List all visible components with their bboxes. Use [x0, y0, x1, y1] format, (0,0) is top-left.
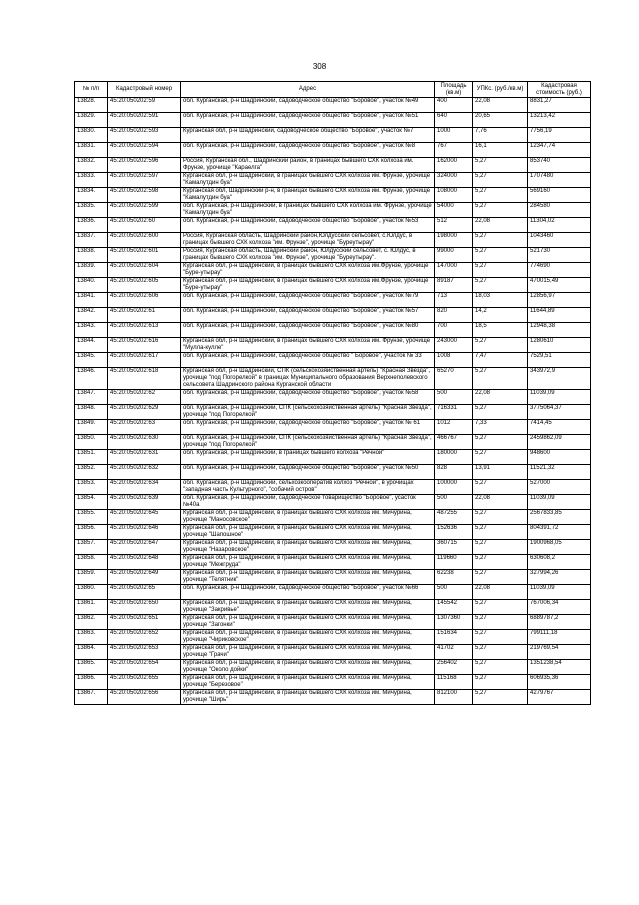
cell-cadastral: 45:20:050202:605 [108, 278, 181, 293]
cell-num: 13866. [75, 675, 108, 690]
cell-upks: 5,27 [473, 278, 528, 293]
table-row [75, 338, 591, 353]
table-row [75, 690, 591, 705]
cell-cadastral: 45:20:050202:649 [108, 570, 181, 585]
table-row [75, 293, 591, 308]
cell-address: обл. Курганская, р-н Шадринский, садоводческое общество "Боровое", участок № 61 [181, 420, 435, 435]
cell-cost: 799111,18 [528, 630, 591, 645]
cell-upks: 5,27 [473, 368, 528, 390]
header-num: № п/п [75, 82, 108, 98]
cell-upks: 5,27 [473, 263, 528, 278]
cell-cadastral: 45:20:050202:656 [108, 690, 181, 705]
cell-area: 812100 [435, 690, 473, 705]
cell-address: Курганская обл, р-н Шадринский, садоводческое общество "Боровое", участок №7 [181, 128, 435, 143]
table-header-row [75, 82, 591, 98]
cell-area: 466767 [435, 435, 473, 450]
cell-area: 700 [435, 323, 473, 338]
table-row [75, 420, 591, 435]
cell-cadastral: 45:20:050202:598 [108, 188, 181, 203]
table-row [75, 113, 591, 128]
cell-area: 400 [435, 98, 473, 113]
cell-num: 13845. [75, 353, 108, 368]
cell-cost: 470015,49 [528, 278, 591, 293]
cell-num: 13841. [75, 293, 108, 308]
cell-num: 13835. [75, 203, 108, 218]
cell-cadastral: 45:20:050202:599 [108, 203, 181, 218]
cell-cost: 12948,38 [528, 323, 591, 338]
cell-cadastral: 45:20:050202:632 [108, 465, 181, 480]
cell-cadastral: 45:20:050202:647 [108, 540, 181, 555]
cell-upks: 18,5 [473, 323, 528, 338]
cell-address: Курганская обл, р-н Шадринский, в границах бывшего СХК колхоза им. Мичурина, урочище "Телятник" [181, 570, 435, 585]
cell-cost: 767006,34 [528, 600, 591, 615]
cell-cost: 11304,02 [528, 218, 591, 233]
cell-upks: 14,2 [473, 308, 528, 323]
cell-num: 13864. [75, 645, 108, 660]
cell-area: 119660 [435, 555, 473, 570]
cell-address: обл. Курганская, р-н Шадринский, СПК (сельскохозяйственная артель) "Красная Звезда", урочище "под Погорелкой" [181, 405, 435, 420]
table-row [75, 645, 591, 660]
cell-cadastral: 45:20:050202:60 [108, 218, 181, 233]
cell-upks: 5,27 [473, 540, 528, 555]
cell-cost: 12347,74 [528, 143, 591, 158]
cell-address: обл. Курганская, р-н Шадринский, садоводческое общество "Боровое", участок №51 [181, 113, 435, 128]
cell-num: 13833. [75, 173, 108, 188]
cell-num: 13846. [75, 368, 108, 390]
cell-address: обл. Курганская, р-н Шадринский, садоводческое товарищество "Боровое", усасток №40а [181, 495, 435, 510]
cell-cost: 11039,09 [528, 585, 591, 600]
cell-address: обл. Курганская, р-н Шадринский, садоводческое общество "Боровое", участок №57 [181, 308, 435, 323]
cell-area: 147000 [435, 263, 473, 278]
cell-num: 13853. [75, 480, 108, 495]
cell-address: Курганская обл, Шадринский р-н, в границах бывшего СХК колхоза им. Фрунзе, урочище "Камалутдин буа" [181, 188, 435, 203]
cell-cost: 569160 [528, 188, 591, 203]
cell-num: 13843. [75, 323, 108, 338]
cell-num: 13860. [75, 585, 108, 600]
table-row [75, 660, 591, 675]
table-row [75, 570, 591, 585]
table-row [75, 308, 591, 323]
cell-upks: 13,91 [473, 465, 528, 480]
cell-upks: 7,33 [473, 420, 528, 435]
cell-cost: 1043460 [528, 233, 591, 248]
cell-cost: 11644,89 [528, 308, 591, 323]
cell-cadastral: 45:20:050202:655 [108, 675, 181, 690]
cadastral-table [74, 81, 591, 705]
cell-cadastral: 45:20:050202:63 [108, 420, 181, 435]
cell-cost: 343972,9 [528, 368, 591, 390]
cell-cadastral: 45:20:050202:596 [108, 158, 181, 173]
cell-cost: 774690 [528, 263, 591, 278]
cell-cost: 521730 [528, 248, 591, 263]
cell-num: 13828. [75, 98, 108, 113]
cell-area: 162000 [435, 158, 473, 173]
table-row [75, 278, 591, 293]
cell-address: обл. Курганская, р-н Шадринский, садоводческое общество "Боровое", участок №8 [181, 143, 435, 158]
cell-address: Курганская обл, р-н Шадринский, в границах бывшего СХК колхоза им. Мичурина, урочище "Шапошное" [181, 525, 435, 540]
cell-area: 99000 [435, 248, 473, 263]
table-row [75, 203, 591, 218]
table-row [75, 615, 591, 630]
cell-area: 500 [435, 495, 473, 510]
cell-cost: 327994,26 [528, 570, 591, 585]
cell-area: 152636 [435, 525, 473, 540]
cell-cadastral: 45:20:050202:650 [108, 600, 181, 615]
cell-cost: 1351238,54 [528, 660, 591, 675]
cell-address: Курганская обл, р-н Шадринский, в границах бывшего СХК колхоза им. Мичурина, урочище "Закривье" [181, 600, 435, 615]
cell-area: 1008 [435, 353, 473, 368]
table-row [75, 585, 591, 600]
cell-address: обл. Курганская, р-н Шадринский, садоводческое общество "Боровое", участок №79 [181, 293, 435, 308]
cell-cadastral: 45:20:050202:616 [108, 338, 181, 353]
cell-address: обл. Курганская, р-н Шадринский, садоводческое общество "Боровое", участок №50 [181, 465, 435, 480]
cell-address: обл. Курганская, р-н Шадринский, в границах бывшего колхоза "Речной" [181, 450, 435, 465]
cell-area: 1000 [435, 128, 473, 143]
table-row [75, 555, 591, 570]
cell-cadastral: 45:20:050202:61 [108, 308, 181, 323]
table-row [75, 600, 591, 615]
cell-num: 13830. [75, 128, 108, 143]
cell-num: 13834. [75, 188, 108, 203]
cell-cost: 7529,51 [528, 353, 591, 368]
cell-upks: 5,27 [473, 405, 528, 420]
cell-upks: 5,27 [473, 233, 528, 248]
cell-area: 716331 [435, 405, 473, 420]
cell-num: 13847. [75, 390, 108, 405]
cell-area: 1012 [435, 420, 473, 435]
cell-upks: 5,27 [473, 158, 528, 173]
table-row [75, 465, 591, 480]
cell-address: Курганская обл, р-н Шадринский, в границах бывшего СХК колхоза им. Мичурина, урочище "Загонки" [181, 615, 435, 630]
cell-upks: 5,27 [473, 173, 528, 188]
cell-area: 256402 [435, 660, 473, 675]
table-row [75, 368, 591, 390]
cell-area: 243000 [435, 338, 473, 353]
table-row [75, 323, 591, 338]
cell-address: Курганская обл, р-н Шадринский, в границах бывшего СХК колхоза им. Фрунзе, урочище "Мулла-кулле" [181, 338, 435, 353]
cell-upks: 5,27 [473, 690, 528, 705]
header-cadastral: Кадастровый номер [108, 82, 181, 98]
header-address: Адрес [181, 82, 435, 98]
table-row [75, 128, 591, 143]
cell-num: 13840. [75, 278, 108, 293]
cell-cadastral: 45:20:050202:604 [108, 263, 181, 278]
cell-cost: 11039,09 [528, 495, 591, 510]
cell-upks: 5,27 [473, 555, 528, 570]
cell-upks: 5,27 [473, 435, 528, 450]
cell-cadastral: 45:20:050202:617 [108, 353, 181, 368]
cell-cadastral: 45:20:050202:601 [108, 248, 181, 263]
cell-num: 13848. [75, 405, 108, 420]
table-row [75, 390, 591, 405]
cell-address: Курганская обл, р-н Шадринский, СПК (сельскохозяйственная артель) "Красная Звезда", урочище "под Погорелкой" в границах Муниципального образования Верхнеполевского сельсовета Шадринского района Курганской области [181, 368, 435, 390]
cell-cost: 606935,36 [528, 675, 591, 690]
cell-cadastral: 45:20:050202:62 [108, 390, 181, 405]
cell-area: 512 [435, 218, 473, 233]
cell-area: 324000 [435, 173, 473, 188]
cell-num: 13865. [75, 660, 108, 675]
cell-address: обл. Курганская, р-н Шадринский, садоводческое общество "Боровое", участок №58 [181, 390, 435, 405]
table-row [75, 450, 591, 465]
table-row [75, 540, 591, 555]
table-row [75, 158, 591, 173]
cell-num: 13857. [75, 540, 108, 555]
table-row [75, 263, 591, 278]
cell-area: 108000 [435, 188, 473, 203]
cell-num: 13863. [75, 630, 108, 645]
cell-upks: 5,27 [473, 675, 528, 690]
cell-num: 13855. [75, 510, 108, 525]
cell-num: 13851. [75, 450, 108, 465]
cell-cadastral: 45:20:050202:652 [108, 630, 181, 645]
cell-area: 54000 [435, 203, 473, 218]
cell-num: 13831. [75, 143, 108, 158]
cell-cadastral: 45:20:050202:597 [108, 173, 181, 188]
cell-address: Курганская обл, р-н Шадринский, в границах бывшего СХК колхоза им. Мичурина, урочище "Ширь" [181, 690, 435, 705]
cell-cost: 2567833,85 [528, 510, 591, 525]
table-row [75, 405, 591, 420]
cell-upks: 20,65 [473, 113, 528, 128]
cell-area: 198000 [435, 233, 473, 248]
cell-cadastral: 45:20:050202:639 [108, 495, 181, 510]
cell-cost: 11521,32 [528, 465, 591, 480]
cell-cost: 804391,72 [528, 525, 591, 540]
cell-cost: 7756,19 [528, 128, 591, 143]
cell-cadastral: 45:20:050202:618 [108, 368, 181, 390]
cell-area: 713 [435, 293, 473, 308]
cell-cost: 4279767 [528, 690, 591, 705]
table-row [75, 188, 591, 203]
cell-upks: 7,76 [473, 128, 528, 143]
table-row [75, 480, 591, 495]
table-row [75, 525, 591, 540]
cell-address: Курганская обл, р-н Шадринский, в границах бывшего СХК колхоза им. Мичурина, урочище "Чириковское" [181, 630, 435, 645]
table-row [75, 218, 591, 233]
cell-cost: 7414,45 [528, 420, 591, 435]
cell-cost: 2459862,09 [528, 435, 591, 450]
cell-cadastral: 45:20:050202:645 [108, 510, 181, 525]
cell-cost: 630608,2 [528, 555, 591, 570]
cell-address: Курганская обл, р-н Шадринский, в границах бывшего СХК колхоза им. Мичурина, урочище "Грачи" [181, 645, 435, 660]
cell-cost: 3775064,37 [528, 405, 591, 420]
cell-cadastral: 45:20:050202:606 [108, 293, 181, 308]
cell-cost: 12856,97 [528, 293, 591, 308]
table-row [75, 173, 591, 188]
cell-address: обл. Курганская, р-н Шадринский, садоводческое общество "Боровое", участок №66 [181, 585, 435, 600]
cell-upks: 22,08 [473, 218, 528, 233]
cell-upks: 5,27 [473, 203, 528, 218]
cell-cadastral: 45:20:050202:594 [108, 143, 181, 158]
cell-address: обл. Курганская, р-н Шадринский, садоводческое общество "Боровое", участок №49 [181, 98, 435, 113]
cell-upks: 5,27 [473, 480, 528, 495]
cell-cadastral: 45:20:050202:631 [108, 450, 181, 465]
cell-num: 13839. [75, 263, 108, 278]
cell-area: 151634 [435, 630, 473, 645]
cell-num: 13852. [75, 465, 108, 480]
cell-address: Россия, Курганская обл., Шадринский район, в границах бывшего СХК колхоза им. Фрунзе, урочище "Караелга" [181, 158, 435, 173]
cell-area: 89187 [435, 278, 473, 293]
cell-num: 13862. [75, 615, 108, 630]
table-row [75, 248, 591, 263]
cell-area: 500 [435, 585, 473, 600]
cell-cost: 1707480 [528, 173, 591, 188]
cell-address: Курганская обл, р-н Шадринский, в границах бывшего СХК колхоза им. Мичурина, урочище "Назаровское" [181, 540, 435, 555]
cell-address: Россия, Курганская область, Шадринский район,Юлдусский сельсовет, с.Юлдус, в границах бывшего СХК колхоза "им. Фрунзе", урочище "Буреутырау" [181, 233, 435, 248]
cell-upks: 18,03 [473, 293, 528, 308]
cell-num: 13838. [75, 248, 108, 263]
cell-address: Курганская обл, р-н Шадринский, в границах бывшего СХК колхоза им. Мичурина, урочище "Маносовское" [181, 510, 435, 525]
cell-area: 500 [435, 390, 473, 405]
cell-num: 13856. [75, 525, 108, 540]
cell-cost: 1900968,05 [528, 540, 591, 555]
cell-upks: 22,08 [473, 390, 528, 405]
table-row [75, 495, 591, 510]
cell-address: обл. Курганская, р-н Шадринский, СПК (сельскохозяйственная артель) "Красная Звезда", урочище "под Погорелкой" [181, 435, 435, 450]
cell-upks: 22,08 [473, 98, 528, 113]
cell-area: 820 [435, 308, 473, 323]
header-area: Площадь (кв.м) [435, 82, 473, 98]
cell-cost: 8831,27 [528, 98, 591, 113]
cell-address: обл. Курганская, р-н Шадринский, в границах бывшего СХК колхоза им. Фрунзе, урочище "Камалутдин буа" [181, 203, 435, 218]
cell-area: 767 [435, 143, 473, 158]
cell-cadastral: 45:20:050202:653 [108, 645, 181, 660]
table-body [75, 98, 591, 705]
cell-address: обл. Курганская, р-н Шадринский, садоводческое общество "Боровое", участок №80 [181, 323, 435, 338]
cell-cadastral: 45:20:050202:613 [108, 323, 181, 338]
cell-upks: 5,27 [473, 510, 528, 525]
cell-area: 65270 [435, 368, 473, 390]
cell-area: 828 [435, 465, 473, 480]
cell-cadastral: 45:20:050202:629 [108, 405, 181, 420]
cell-address: обл. Курганская, р-н Шадринский, садоводческое общество " Боровое", участок № 33 [181, 353, 435, 368]
cell-cadastral: 45:20:050202:591 [108, 113, 181, 128]
cell-num: 13859. [75, 570, 108, 585]
cell-cost: 948600 [528, 450, 591, 465]
header-upks: УПКс. (руб./кв.м) [473, 82, 528, 98]
cell-cost: 527000 [528, 480, 591, 495]
cell-address: Россия, Курганская область, Шадринский район, Юлдусский сельсовет, с. Юлдус, в границах бывшего СХК колхоза "им. Фрунзе", урочище "Буреутырау". [181, 248, 435, 263]
cell-num: 13867. [75, 690, 108, 705]
cell-address: обл. Курганская, р-н Шадринский, сельхозкооператив колхоз "Речной", в урочищах "западная часть Культурного", "собачий остров" [181, 480, 435, 495]
cell-upks: 5,27 [473, 645, 528, 660]
cell-area: 360715 [435, 540, 473, 555]
cell-upks: 5,27 [473, 450, 528, 465]
cell-address: Курганская обл, р-н Шадринский, в границах бывшего СХК колхоза им. Мичурина, урочище "Березовое" [181, 675, 435, 690]
cell-area: 145542 [435, 600, 473, 615]
cell-area: 180000 [435, 450, 473, 465]
cell-upks: 22,08 [473, 585, 528, 600]
cell-area: 640 [435, 113, 473, 128]
cell-num: 13844. [75, 338, 108, 353]
cell-upks: 5,27 [473, 248, 528, 263]
cell-cadastral: 45:20:050202:630 [108, 435, 181, 450]
cell-area: 62238 [435, 570, 473, 585]
cell-cost: 853740 [528, 158, 591, 173]
cell-address: Курганская обл, р-н Шадринский, в границах бывшего СХК колхоза им.Фрунзе, урочище "Буре-утырау" [181, 263, 435, 278]
cell-num: 13837. [75, 233, 108, 248]
cell-cadastral: 45:20:050202:648 [108, 555, 181, 570]
header-cost: Кадастровая стоимость (руб.) [528, 82, 591, 98]
cell-cost: 284580 [528, 203, 591, 218]
cell-num: 13854. [75, 495, 108, 510]
table-row [75, 510, 591, 525]
cell-upks: 5,27 [473, 615, 528, 630]
cell-upks: 22,08 [473, 495, 528, 510]
cell-address: Курганская обл, р-н Шадринский, в границах бывшего СХК колхоза им. Мичурина, урочище "Около дойки" [181, 660, 435, 675]
cell-num: 13836. [75, 218, 108, 233]
cell-num: 13849. [75, 420, 108, 435]
table-row [75, 143, 591, 158]
cell-area: 487255 [435, 510, 473, 525]
cell-address: обл. Курганская, р-н Шадринский, садоводческое общество "Боровое", участок №53 [181, 218, 435, 233]
cell-upks: 16,1 [473, 143, 528, 158]
cell-area: 100000 [435, 480, 473, 495]
cell-area: 115168 [435, 675, 473, 690]
cell-area: 41702 [435, 645, 473, 660]
cell-num: 13861. [75, 600, 108, 615]
cell-upks: 5,27 [473, 660, 528, 675]
cell-upks: 5,27 [473, 338, 528, 353]
cell-cadastral: 45:20:050202:600 [108, 233, 181, 248]
cell-upks: 5,27 [473, 188, 528, 203]
cell-num: 13829. [75, 113, 108, 128]
cell-cost: 219769,54 [528, 645, 591, 660]
cell-num: 13832. [75, 158, 108, 173]
cell-upks: 5,27 [473, 570, 528, 585]
cell-address: Курганская обл, р-н Шадринский, в границах бывшего СХК колхоза им. Фрунзе, урочище "Камалутдин буа" [181, 173, 435, 188]
cell-cadastral: 45:20:050202:646 [108, 525, 181, 540]
cell-cost: 6889787,2 [528, 615, 591, 630]
cell-upks: 5,27 [473, 525, 528, 540]
cell-cadastral: 45:20:050202:654 [108, 660, 181, 675]
cell-cost: 11039,09 [528, 390, 591, 405]
cell-cadastral: 45:20:050202:59 [108, 98, 181, 113]
cell-num: 13842. [75, 308, 108, 323]
cell-address: Курганская обл, р-н Шадринский, в границах бывшего СХК колхоза им.Фрунзе, урочище "Буре-утырау" [181, 278, 435, 293]
table-row [75, 98, 591, 113]
cell-area: 1307360 [435, 615, 473, 630]
cell-num: 13858. [75, 555, 108, 570]
cell-cost: 13213,42 [528, 113, 591, 128]
cell-cadastral: 45:20:050202:651 [108, 615, 181, 630]
cell-cadastral: 45:20:050202:65 [108, 585, 181, 600]
cell-upks: 5,27 [473, 630, 528, 645]
cell-num: 13850. [75, 435, 108, 450]
cell-cadastral: 45:20:050202:593 [108, 128, 181, 143]
table-row [75, 630, 591, 645]
table-row [75, 233, 591, 248]
table-row [75, 675, 591, 690]
cell-upks: 7,47 [473, 353, 528, 368]
cell-address: Курганская обл, р-н Шадринский, в границах бывшего СХК колхоза им. Мичурина, урочище "Межгруда" [181, 555, 435, 570]
cell-cadastral: 45:20:050202:634 [108, 480, 181, 495]
table-row [75, 435, 591, 450]
cell-cost: 1280610 [528, 338, 591, 353]
table-row [75, 353, 591, 368]
page-number: 308 [312, 62, 327, 71]
cell-upks: 5,27 [473, 600, 528, 615]
